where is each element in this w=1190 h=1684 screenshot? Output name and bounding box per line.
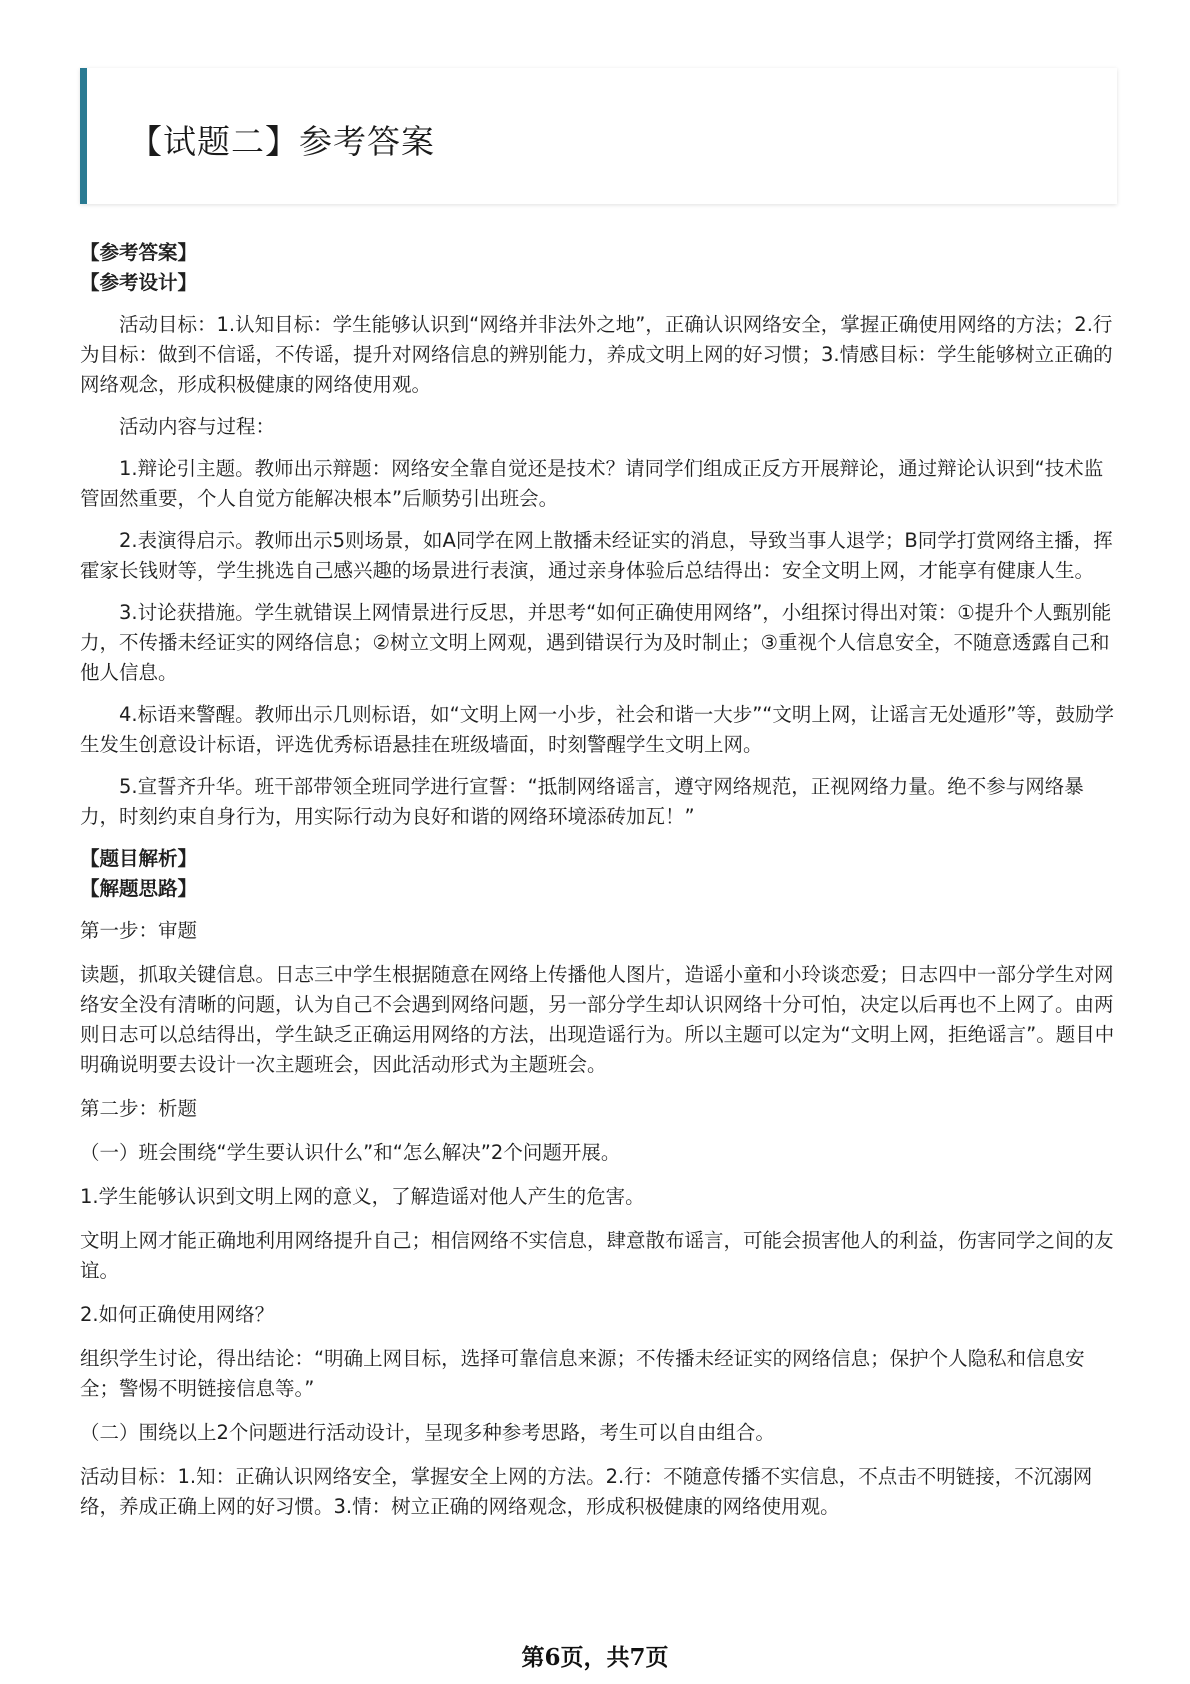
- paragraph-step-4: 4.标语来警醒。教师出示几则标语，如“文明上网一小步，社会和谐一大步”“文明上网，让谣言无处遁形”等，鼓励学生发生创意设计标语，评选优秀标语悬挂在班级墙面，时刻警醒学生文明上网。: [80, 703, 1115, 756]
- heading-approach: 【解题思路】: [80, 877, 198, 900]
- heading-reference-design: 【参考设计】: [80, 271, 198, 294]
- paragraph-step-1: 1.辩论引主题。教师出示辩题：网络安全靠自觉还是技术？请同学们组成正反方开展辩论，通过辩论认识到“技术监管固然重要，个人自觉方能解决根本”后顺势引出班会。: [80, 457, 1104, 510]
- paragraph-activity-goals: 活动目标：1.认知目标：学生能够认识到“网络并非法外之地”，正确认识网络安全，掌握正确使用网络的方法；2.行为目标：做到不信谣，不传谣，提升对网络信息的辨别能力，养成文明上网的好习惯；3.情感目标：学生能够树立正确的网络观念，形成积极健康的网络使用观。: [80, 313, 1113, 396]
- paragraph-step-2: 2.表演得启示。教师出示5则场景，如A同学在网上散播未经证实的消息，导致当事人退学；B同学打赏网络主播，挥霍家长钱财等，学生挑选自己感兴趣的场景进行表演，通过亲身体验后总结得出：安全文明上网，才能享有健康人生。: [80, 529, 1113, 582]
- paragraph-process-label: 活动内容与过程：: [119, 415, 276, 438]
- title-box: [80, 68, 1117, 204]
- paragraph-part-two: （二）围绕以上2个问题进行活动设计，呈现多种参考思路，考生可以自由组合。: [80, 1421, 775, 1444]
- paragraph-question-2-answer: 组织学生讨论，得出结论：“明确上网目标，选择可靠信息来源；不传播未经证实的网络信息；保护个人隐私和信息安全；警惕不明链接信息等。”: [80, 1347, 1085, 1400]
- document-body: [80, 238, 1117, 1522]
- page-title: 【试题二】参考答案: [129, 122, 435, 161]
- page-footer: 第6页，共7页: [521, 1644, 669, 1671]
- paragraph-step-one-label: 第一步：审题: [80, 919, 198, 942]
- paragraph-activity-goals-2: 活动目标：1.知：正确认识网络安全，掌握安全上网的方法。2.行：不随意传播不实信息，不点击不明链接，不沉溺网络，养成正确上网的好习惯。3.情：树立正确的网络观念，形成积极健康的网络使用观。: [80, 1465, 1093, 1518]
- paragraph-step-two-label: 第二步：析题: [80, 1097, 198, 1120]
- heading-analysis: 【题目解析】: [80, 847, 198, 870]
- paragraph-step-3: 3.讨论获措施。学生就错误上网情景进行反思，并思考“如何正确使用网络”，小组探讨得出对策：①提升个人甄别能力，不传播未经证实的网络信息；②树立文明上网观，遇到错误行为及时制止；③重视个人信息安全，不随意透露自己和他人信息。: [80, 601, 1112, 684]
- paragraph-part-one: （一）班会围绕“学生要认识什么”和“怎么解决”2个问题开展。: [80, 1141, 621, 1164]
- paragraph-step-5: 5.宣誓齐升华。班干部带领全班同学进行宣誓：“抵制网络谣言，遵守网络规范，正视网络力量。绝不参与网络暴力，时刻约束自身行为，用实际行动为良好和谐的网络环境添砖加瓦！”: [80, 775, 1084, 828]
- heading-reference-answer: 【参考答案】: [80, 241, 198, 264]
- paragraph-question-1-answer: 文明上网才能正确地利用网络提升自己；相信网络不实信息，肆意散布谣言，可能会损害他人的利益，伤害同学之间的友谊。: [80, 1229, 1114, 1282]
- paragraph-question-2: 2.如何正确使用网络？: [80, 1303, 275, 1326]
- paragraph-question-1: 1.学生能够认识到文明上网的意义，了解造谣对他人产生的危害。: [80, 1185, 645, 1208]
- paragraph-step-one-text: 读题，抓取关键信息。日志三中学生根据随意在网络上传播他人图片，造谣小童和小玲谈恋爱；日志四中一部分学生对网络安全没有清晰的问题，认为自己不会遇到网络问题，另一部分学生却认识网络十分可怕，决定以后再也不上网了。由两则日志可以总结得出，学生缺乏正确运用网络的方法，出现造谣行为。所以主题可以定为“文明上网，拒绝谣言”。题目中明确说明要去设计一次主题班会，因此活动形式为主题班会。: [80, 963, 1115, 1076]
